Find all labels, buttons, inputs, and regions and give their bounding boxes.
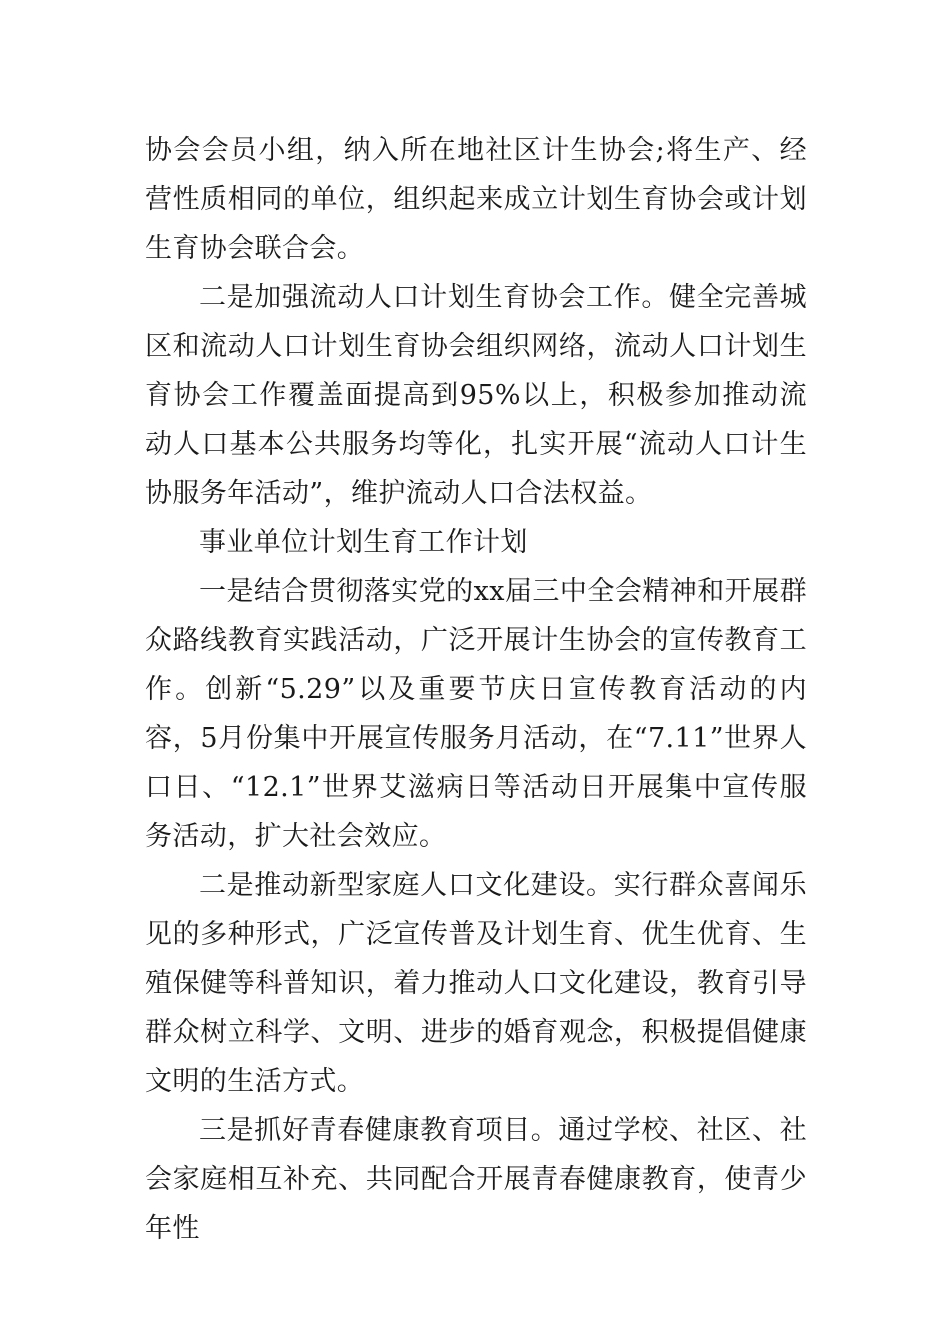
paragraph-youth-health: 三是抓好青春健康教育项目。通过学校、社区、社会家庭相互补充、共同配合开展青春健康教育，使青少年性 [145, 1115, 807, 1244]
paragraph-continued: 协会会员小组，纳入所在地社区计生协会;将生产、经营性质相同的单位，组织起来成立计划生育协会或计划生育协会联合会。 [145, 135, 807, 264]
paragraph-floating-population: 二是加强流动人口计划生育协会工作。健全完善城区和流动人口计划生育协会组织网络，流动人口计划生育协会工作覆盖面提高到95%以上，积极参加推动流动人口基本公共服务均等化，扎实开展“流动人口计生协服务年活动”，维护流动人口合法权益。 [145, 282, 807, 509]
document-page [145, 126, 807, 1253]
paragraph-family-culture: 二是推动新型家庭人口文化建设。实行群众喜闻乐见的多种形式，广泛宣传普及计划生育、优生优育、生殖保健等科普知识，着力推动人口文化建设，教育引导群众树立科学、文明、进步的婚育观念，积极提倡健康文明的生活方式。 [145, 870, 807, 1097]
paragraph-publicity: 一是结合贯彻落实党的xx届三中全会精神和开展群众路线教育实践活动，广泛开展计生协会的宣传教育工作。创新“5.29”以及重要节庆日宣传教育活动的内容，5月份集中开展宣传服务月活动，在“7.11”世界人口日、“12.1”世界艾滋病日等活动日开展集中宣传服务活动，扩大社会效应。 [145, 576, 807, 852]
section-heading: 事业单位计划生育工作计划 [199, 527, 528, 558]
